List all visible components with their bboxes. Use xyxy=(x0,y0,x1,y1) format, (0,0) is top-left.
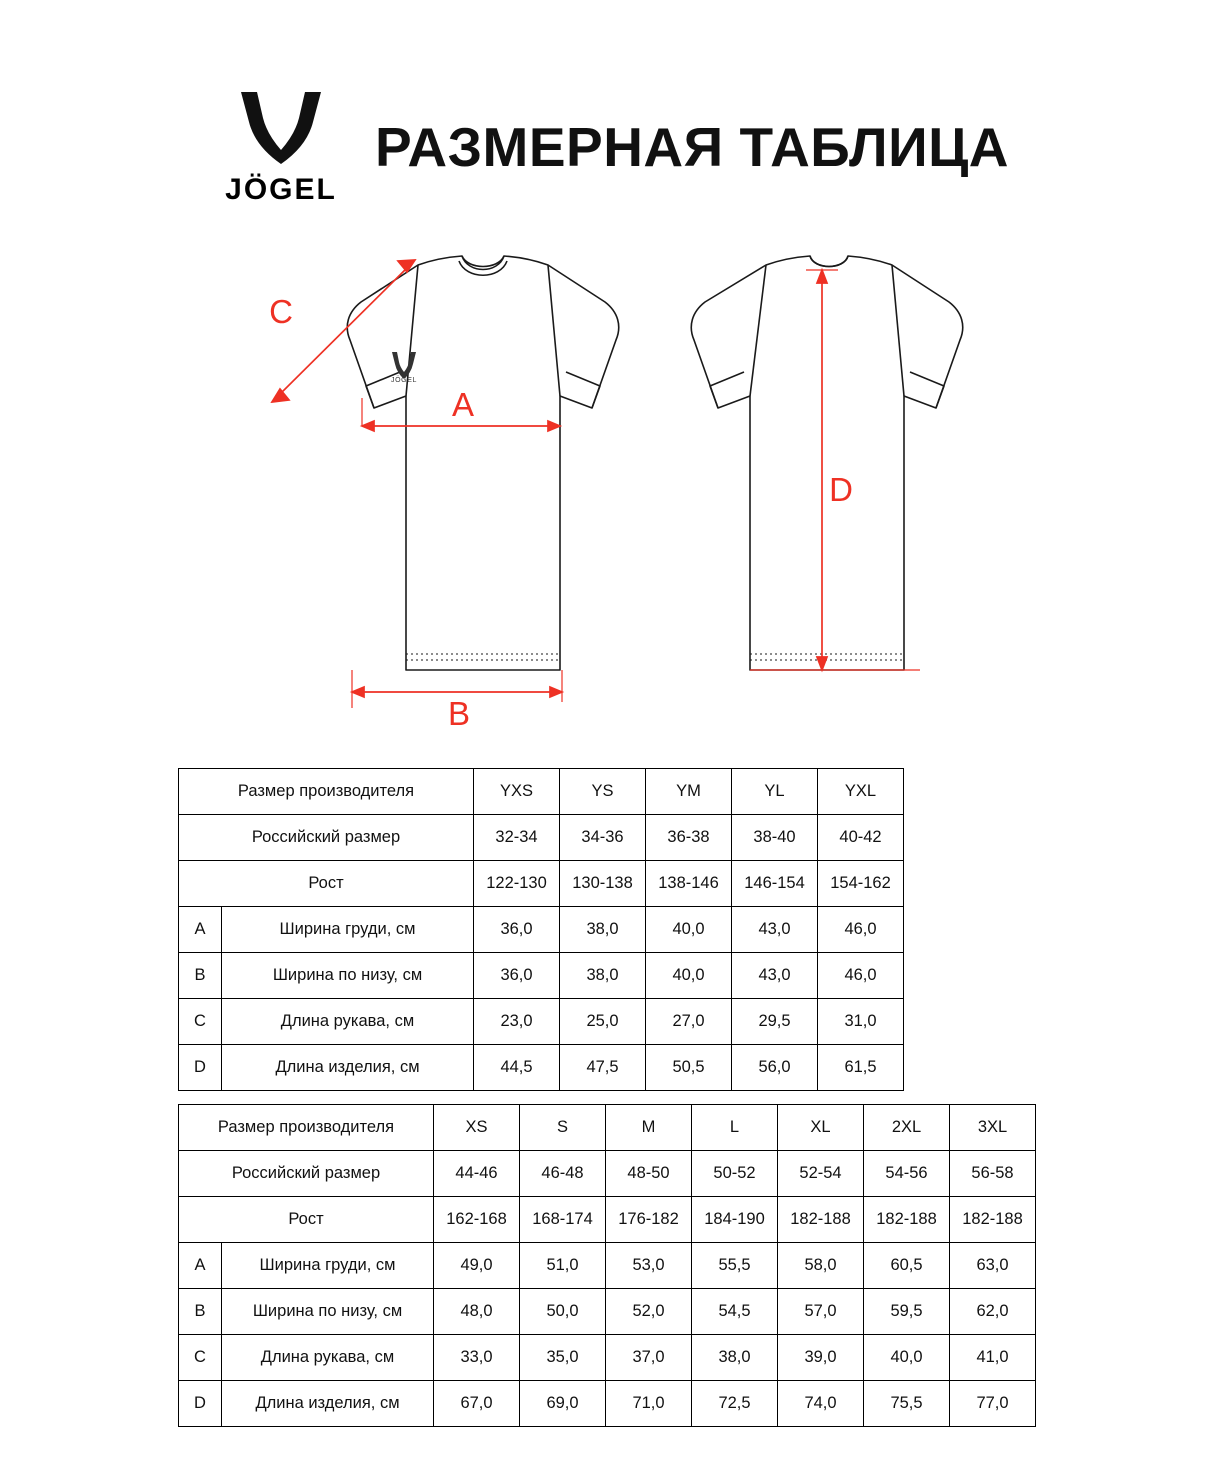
cell-height: 182-188 xyxy=(864,1197,950,1243)
table-row-manufacturer-size xyxy=(179,769,904,815)
cell-russian-size: 52-54 xyxy=(778,1151,864,1197)
table-row-measurement xyxy=(179,953,904,999)
cell-height: 154-162 xyxy=(818,861,904,907)
measurement-value: 77,0 xyxy=(950,1381,1036,1427)
cell-manufacturer-size: S xyxy=(520,1105,606,1151)
cell-manufacturer-size: 2XL xyxy=(864,1105,950,1151)
measurement-value: 53,0 xyxy=(606,1243,692,1289)
svg-text:A: A xyxy=(451,386,475,423)
cell-russian-size: 48-50 xyxy=(606,1151,692,1197)
measurement-letter: B xyxy=(179,953,222,999)
measurement-value: 40,0 xyxy=(646,953,732,999)
measurement-value: 62,0 xyxy=(950,1289,1036,1335)
measurement-value: 44,5 xyxy=(474,1045,560,1091)
cell-height: 182-188 xyxy=(950,1197,1036,1243)
cell-height: 182-188 xyxy=(778,1197,864,1243)
measurement-value: 72,5 xyxy=(692,1381,778,1427)
measurement-value: 40,0 xyxy=(864,1335,950,1381)
measurement-name: Длина изделия, см xyxy=(222,1045,474,1091)
row-header-label: Российский размер xyxy=(179,815,474,861)
cell-manufacturer-size: XS xyxy=(434,1105,520,1151)
measurement-value: 74,0 xyxy=(778,1381,864,1427)
measurement-name: Ширина по низу, см xyxy=(222,1289,434,1335)
measurement-letter: A xyxy=(179,1243,222,1289)
measurement-value: 58,0 xyxy=(778,1243,864,1289)
measurement-value: 38,0 xyxy=(560,953,646,999)
table-row-measurement xyxy=(179,1381,1036,1427)
measurement-value: 36,0 xyxy=(474,907,560,953)
measurement-letter: B xyxy=(179,1289,222,1335)
measurement-value: 51,0 xyxy=(520,1243,606,1289)
cell-russian-size: 40-42 xyxy=(818,815,904,861)
measurement-name: Ширина груди, см xyxy=(222,1243,434,1289)
svg-text:JÖGEL: JÖGEL xyxy=(391,377,417,384)
measurement-value: 27,0 xyxy=(646,999,732,1045)
measurement-value: 50,5 xyxy=(646,1045,732,1091)
cell-russian-size: 32-34 xyxy=(474,815,560,861)
measurement-value: 54,5 xyxy=(692,1289,778,1335)
garment-illustration xyxy=(0,230,1230,750)
cell-russian-size: 38-40 xyxy=(732,815,818,861)
cell-russian-size: 46-48 xyxy=(520,1151,606,1197)
measurement-value: 48,0 xyxy=(434,1289,520,1335)
table-row-measurement xyxy=(179,999,904,1045)
measurement-value: 46,0 xyxy=(818,907,904,953)
table-row-height xyxy=(179,1197,1036,1243)
size-table-adult xyxy=(178,1104,1036,1427)
measurement-value: 56,0 xyxy=(732,1045,818,1091)
measurement-name: Длина рукава, см xyxy=(222,999,474,1045)
cell-height: 130-138 xyxy=(560,861,646,907)
measurement-value: 59,5 xyxy=(864,1289,950,1335)
measurement-value: 37,0 xyxy=(606,1335,692,1381)
brand-logo xyxy=(221,87,341,207)
measurement-value: 43,0 xyxy=(732,907,818,953)
row-header-label: Размер производителя xyxy=(179,1105,434,1151)
table-row-measurement xyxy=(179,1045,904,1091)
cell-russian-size: 56-58 xyxy=(950,1151,1036,1197)
cell-height: 146-154 xyxy=(732,861,818,907)
measurement-value: 46,0 xyxy=(818,953,904,999)
page-header xyxy=(0,82,1230,212)
row-header-label: Российский размер xyxy=(179,1151,434,1197)
row-header-label: Размер производителя xyxy=(179,769,474,815)
size-table-kids xyxy=(178,768,904,1091)
measurement-value: 38,0 xyxy=(560,907,646,953)
measurement-name: Ширина груди, см xyxy=(222,907,474,953)
measurement-value: 61,5 xyxy=(818,1045,904,1091)
jogel-logo-icon xyxy=(233,88,329,171)
measurement-value: 38,0 xyxy=(692,1335,778,1381)
cell-height: 168-174 xyxy=(520,1197,606,1243)
measurement-value: 43,0 xyxy=(732,953,818,999)
table-row-measurement xyxy=(179,1243,1036,1289)
brand-wordmark: JÖGEL xyxy=(225,172,337,206)
measurement-value: 47,5 xyxy=(560,1045,646,1091)
row-header-label: Рост xyxy=(179,861,474,907)
measurement-letter: D xyxy=(179,1381,222,1427)
cell-russian-size: 54-56 xyxy=(864,1151,950,1197)
cell-russian-size: 34-36 xyxy=(560,815,646,861)
measurement-value: 52,0 xyxy=(606,1289,692,1335)
measurement-name: Ширина по низу, см xyxy=(222,953,474,999)
cell-manufacturer-size: YXS xyxy=(474,769,560,815)
measurement-name: Длина рукава, см xyxy=(222,1335,434,1381)
measurement-value: 63,0 xyxy=(950,1243,1036,1289)
svg-text:C: C xyxy=(269,293,293,330)
cell-manufacturer-size: M xyxy=(606,1105,692,1151)
measurement-value: 69,0 xyxy=(520,1381,606,1427)
table-row-height xyxy=(179,861,904,907)
measurement-value: 36,0 xyxy=(474,953,560,999)
measurement-value: 57,0 xyxy=(778,1289,864,1335)
table-row-russian-size xyxy=(179,1151,1036,1197)
measurement-value: 75,5 xyxy=(864,1381,950,1427)
cell-manufacturer-size: YXL xyxy=(818,769,904,815)
jogel-chest-logo-icon xyxy=(391,352,417,384)
measurement-letter: D xyxy=(179,1045,222,1091)
cell-manufacturer-size: YM xyxy=(646,769,732,815)
cell-height: 162-168 xyxy=(434,1197,520,1243)
cell-height: 138-146 xyxy=(646,861,732,907)
cell-russian-size: 36-38 xyxy=(646,815,732,861)
table-row-measurement xyxy=(179,907,904,953)
measurement-value: 60,5 xyxy=(864,1243,950,1289)
table-row-manufacturer-size xyxy=(179,1105,1036,1151)
cell-height: 122-130 xyxy=(474,861,560,907)
table-row-measurement xyxy=(179,1289,1036,1335)
cell-height: 184-190 xyxy=(692,1197,778,1243)
page-title: РАЗМЕРНАЯ ТАБЛИЦА xyxy=(375,116,1009,178)
measurement-value: 33,0 xyxy=(434,1335,520,1381)
cell-manufacturer-size: YS xyxy=(560,769,646,815)
measurement-value: 25,0 xyxy=(560,999,646,1045)
svg-text:B: B xyxy=(447,695,471,732)
cell-russian-size: 44-46 xyxy=(434,1151,520,1197)
measurement-letter: A xyxy=(179,907,222,953)
cell-manufacturer-size: L xyxy=(692,1105,778,1151)
measurement-value: 23,0 xyxy=(474,999,560,1045)
cell-manufacturer-size: 3XL xyxy=(950,1105,1036,1151)
measurement-value: 71,0 xyxy=(606,1381,692,1427)
measurement-value: 50,0 xyxy=(520,1289,606,1335)
measurement-letter: C xyxy=(179,1335,222,1381)
measurement-letter: C xyxy=(179,999,222,1045)
measurement-value: 41,0 xyxy=(950,1335,1036,1381)
cell-manufacturer-size: YL xyxy=(732,769,818,815)
svg-text:D: D xyxy=(829,471,853,508)
measurement-value: 49,0 xyxy=(434,1243,520,1289)
row-header-label: Рост xyxy=(179,1197,434,1243)
measurement-value: 55,5 xyxy=(692,1243,778,1289)
measurement-name: Длина изделия, см xyxy=(222,1381,434,1427)
table-row-russian-size xyxy=(179,815,904,861)
measurement-value: 35,0 xyxy=(520,1335,606,1381)
measurement-value: 40,0 xyxy=(646,907,732,953)
table-row-measurement xyxy=(179,1335,1036,1381)
measurement-value: 31,0 xyxy=(818,999,904,1045)
cell-russian-size: 50-52 xyxy=(692,1151,778,1197)
measurement-value: 39,0 xyxy=(778,1335,864,1381)
cell-height: 176-182 xyxy=(606,1197,692,1243)
measurement-value: 67,0 xyxy=(434,1381,520,1427)
cell-manufacturer-size: XL xyxy=(778,1105,864,1151)
measurement-value: 29,5 xyxy=(732,999,818,1045)
